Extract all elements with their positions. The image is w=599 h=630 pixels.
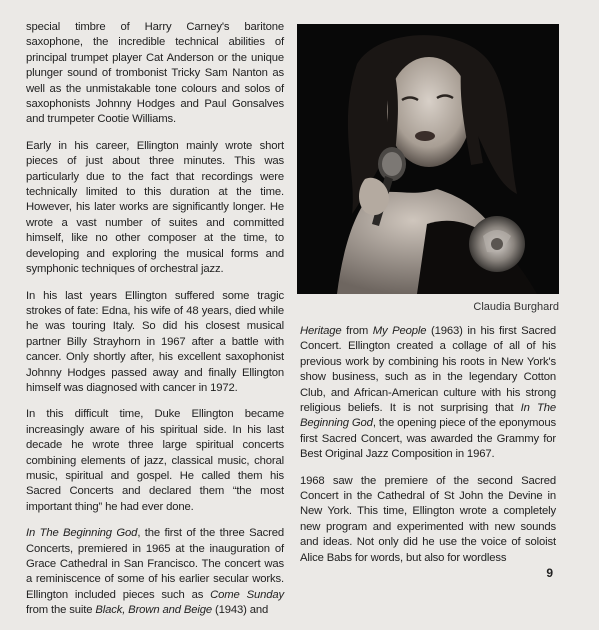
photo-caption: Claudia Burghard xyxy=(473,301,559,313)
paragraph: Early in his career, Ellington mainly wrote short pieces of just about three minutes. This was particularly due to the fact that recordings were technically limited to this duration at the time. However, his later works are significantly longer. He wrote a vast number of suites and committed himself, like no other composer at the time, to developing and exploring the musical forms and symphonic techniques of orchestral jazz. xyxy=(26,139,284,276)
paragraph-text: , the first of the three Sacred Concerts, premiered in 1965 at the inauguration of Grace Cathedral in San Francisco. The concert was a reminiscence of some of his earlier secular works. Ellington included pieces such as xyxy=(26,527,284,601)
paragraph-text: from xyxy=(341,325,373,337)
paragraph: 1968 saw the premiere of the second Sacred Concert in the Cathedral of St John the Devine in New York. This time, Ellington wrote a completely new program and experimented with new sounds and ideas. Not only did he use the voice of soloist Alice Babs for words, but also for wordless xyxy=(300,474,556,564)
paragraph: In his last years Ellington suffered some tragic strokes of fate: Edna, his wife of 48 years, died while he was touring Italy. So did his closest musical partner Billy Strayhorn in 1967 after a battle with cancer. Only shortly after, his excellent saxophonist Johnny Hodges passed away and finally Ellington himself was diagnosed with cancer in 1972. xyxy=(26,289,284,394)
paragraph-text: from the suite xyxy=(26,604,96,617)
paragraph: In this difficult time, Duke Ellington became increasingly aware of his spiritual side. In his last decade he wrote three large spiritual concerts combining elements of jazz, classical music, choral music, spiritual and gospel. He called them his Sacred Concerts and declared them “the most important thing” he had ever done. xyxy=(26,408,284,513)
work-title: Black, Brown and Beige xyxy=(95,604,212,617)
page-number: 9 xyxy=(546,566,553,580)
paragraph: special timbre of Harry Carney's baritone saxophone, the incredible technical abilities of principal trumpet player Cat Anderson or the unique plunger sound of trombonist Tricky Sam Nanton as well as the unmistakable tone colours and solos of saxophonists Johnny Hodges and Paul Gonsalves and trumpeter Cootie Williams. xyxy=(26,21,284,126)
left-text-column xyxy=(26,20,284,630)
work-title: Heritage xyxy=(300,325,342,337)
paragraph xyxy=(300,324,556,463)
paragraph xyxy=(26,526,284,618)
work-title: My People xyxy=(372,325,427,337)
singer-photo xyxy=(297,24,559,294)
right-text-column xyxy=(300,324,556,577)
work-title: Come Sunday xyxy=(210,588,284,601)
work-title: In The Beginning God xyxy=(300,402,556,430)
singer-photo-illustration xyxy=(297,24,559,294)
paragraph-text: , the opening piece of the eponymous first Sacred Concert, was awarded the Grammy for Best Original Jazz Composition in 1967. xyxy=(300,417,556,461)
work-title: In The Beginning God xyxy=(26,527,138,540)
paragraph-text: (1963) in his first Sacred Concert. Ellington created a collage of all of his previous work by combining his roots in New York's show business, such as in the legendary Cotton Club, and African-American culture with his strong religious beliefs. It is not surprising that xyxy=(300,325,556,415)
paragraph-text: (1943) and xyxy=(211,604,269,617)
